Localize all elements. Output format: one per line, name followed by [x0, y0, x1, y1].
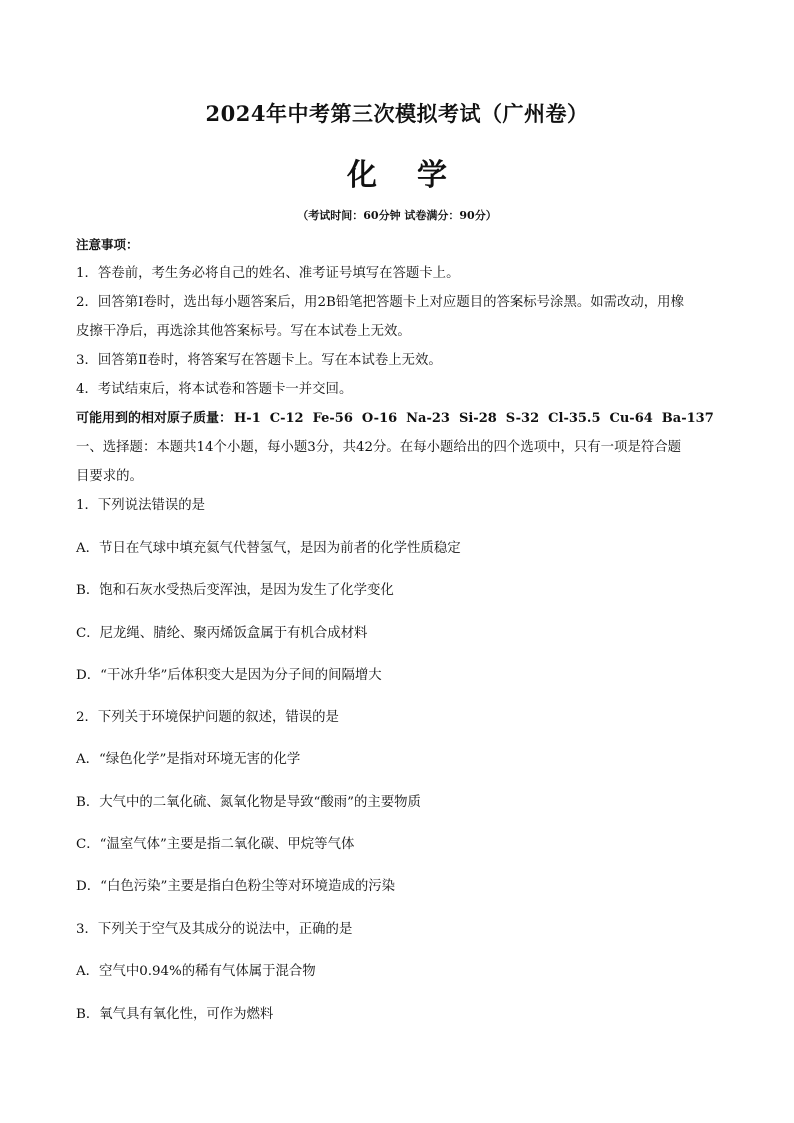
question-3-option-b: B．氧气具有氧化性，可作为燃料: [76, 1007, 274, 1022]
atomic-masses-label: 可能用到的相对原子质量：: [76, 411, 233, 426]
note-item-3: 3．回答第Ⅱ卷时，将答案写在答题卡上。写在本试卷上无效。: [76, 353, 442, 368]
question-1-option-c: C．尼龙绳、腈纶、聚丙烯饭盒属于有机合成材料: [76, 626, 368, 641]
subject-char-1: 化: [347, 158, 377, 193]
mass-c: C-12: [269, 411, 304, 426]
question-3-stem: 3．下列关于空气及其成分的说法中，正确的是: [76, 922, 353, 937]
note-item-2: 2．回答第Ⅰ卷时，选出每小题答案后，用2B铅笔把答题卡上对应题目的答案标号涂黑。如需改动，用橡: [76, 295, 684, 310]
notes-heading: 注意事项：: [76, 237, 139, 252]
question-2-option-a: A．“绿色化学”是指对环境无害的化学: [76, 752, 301, 767]
mass-o: O-16: [361, 411, 398, 426]
question-1-option-a: A．节日在气球中填充氦气代替氢气，是因为前者的化学性质稳定: [76, 541, 461, 556]
mass-cl: Cl-35.5: [548, 411, 601, 426]
note-item-2-cont: 皮擦干净后，再选涂其他答案标号。写在本试卷上无效。: [76, 324, 411, 339]
mass-na: Na-23: [406, 411, 450, 426]
mass-cu: Cu-64: [609, 411, 653, 426]
subject-char-2: 学: [417, 158, 447, 193]
mass-fe: Fe-56: [312, 411, 353, 426]
question-1-option-d: D．“干冰升华”后体积变大是因为分子间的间隔增大: [76, 668, 382, 683]
question-2-option-b: B．大气中的二氧化硫、氮氧化物是导致“酸雨”的主要物质: [76, 795, 421, 810]
section-instruction-line-2: 目要求的。: [76, 469, 143, 484]
question-2-stem: 2．下列关于环境保护问题的叙述，错误的是: [76, 710, 339, 725]
question-1-stem: 1．下列说法错误的是: [76, 498, 206, 513]
atomic-masses: [76, 410, 726, 428]
question-1-option-b: B．饱和石灰水受热后变浑浊，是因为发生了化学变化: [76, 583, 394, 598]
mass-si: Si-28: [458, 411, 497, 426]
exam-title: 2024年中考第三次模拟考试（广州卷）: [205, 101, 589, 126]
subject-title: [0, 150, 794, 194]
question-2-option-d: D．“白色污染”主要是指白色粉尘等对环境造成的污染: [76, 879, 396, 894]
question-3-option-a: A．空气中0.94%的稀有气体属于混合物: [76, 964, 316, 979]
exam-info: （考试时间：60分钟 试卷满分：90分）: [297, 209, 497, 222]
mass-s: S-32: [505, 411, 540, 426]
note-item-4: 4．考试结束后，将本试卷和答题卡一并交回。: [76, 382, 353, 397]
mass-ba: Ba-137: [661, 411, 714, 426]
mass-h: H-1: [234, 411, 261, 426]
note-item-1: 1．答卷前，考生务必将自己的姓名、准考证号填写在答题卡上。: [76, 266, 460, 281]
question-2-option-c: C．“温室气体”主要是指二氧化碳、甲烷等气体: [76, 837, 355, 852]
section-instruction-line-1: 一、选择题：本题共14个小题，每小题3分，共42分。在每小题给出的四个选项中，只有一项是符合题: [76, 440, 682, 455]
